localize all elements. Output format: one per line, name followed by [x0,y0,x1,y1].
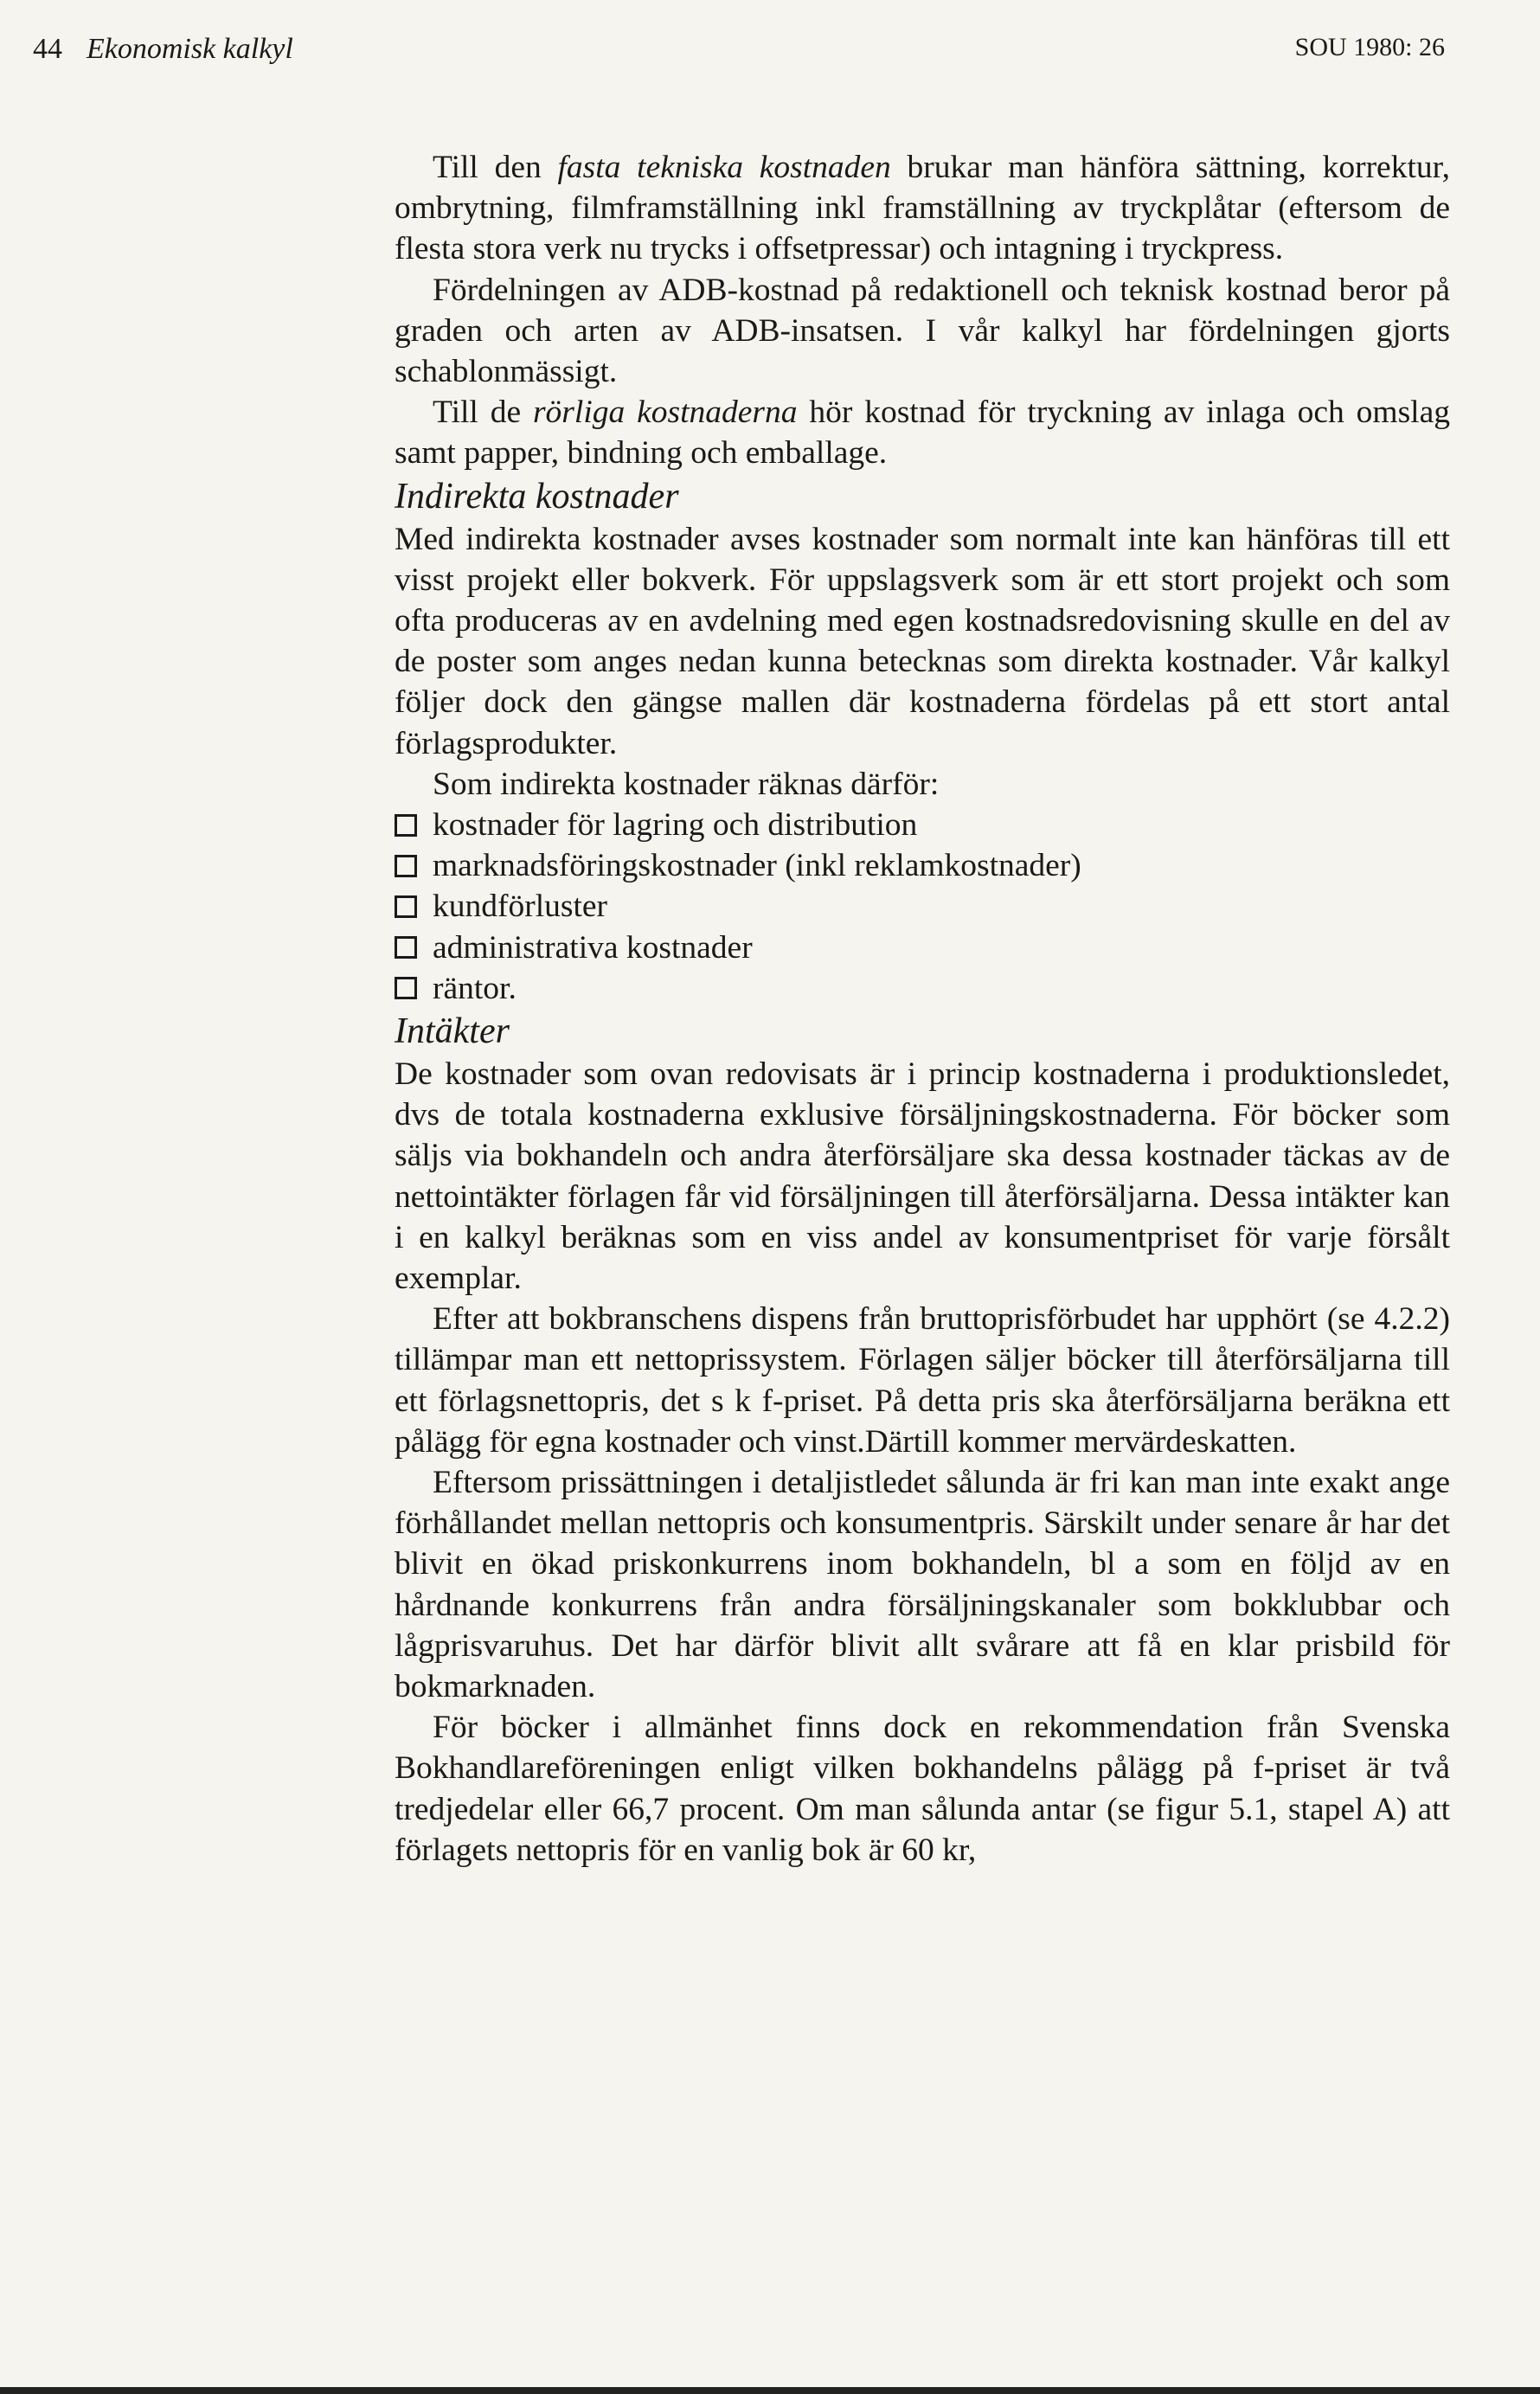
running-title: Ekonomisk kalkyl [87,33,293,65]
paragraph-variable-costs [395,392,1450,473]
paragraph-recommendation: För böcker i allmänhet finns dock en rekommendation från Svenska Bokhandlareföreningen enligt vilken bokhandelns pålägg på f-priset är två tredjedelar eller 66,7 procent. Om man sålunda antar (se figur 5.1, stapel A) att förlagets nettopris för en vanlig bok är 60 kr, [395,1710,1450,1868]
paragraph-list-intro: Som indirekta kostnader räknas därför: [433,766,940,802]
paragraph-indirect-definition: Med indirekta kostnader avses kostnader som normalt inte kan hänföras till ett visst projekt eller bokverk. För uppslagsverk som är ett stort projekt och som ofta produceras av en avdelning med egen kostnadsredovisning skulle en del av de poster som anges nedan kunna betecknas som direkta kostnader. Vår kalkyl följer dock den gängse mallen där kostnaderna fördelas på ett stort antal förlagsprodukter. [395,521,1450,761]
document-id: SOU 1980: 26 [1294,33,1445,61]
list-item-label: kundförluster [433,889,608,925]
list-item-label: administrativa kostnader [433,929,753,966]
list-item [395,927,1450,968]
checkbox-icon [395,977,417,999]
paragraph-fixed-technical-cost [395,147,1450,270]
paragraph-net-price-system: Efter att bokbranschens dispens från bruttoprisförbudet har upphört (se 4.2.2) tillämpar man ett nettoprissystem. Förlagen säljer böcker till återförsäljarna till ett förlagsnettopris, det s k f-priset. På detta pris ska återförsäljarna beräkna ett pålägg för egna kostnader och vinst.Därtill kommer mervärdeskatten. [395,1301,1450,1460]
paragraph-price-setting: Eftersom prissättningen i detaljistledet sålunda är fri kan man inte exakt ange förhållandet mellan nettopris och konsumentpris. Särskilt under senare år har det blivit en ökad priskonkurrens inom bokhandeln, bl a som en följd av en hårdnande konkurrens från andra försäljningskanaler som bokklubbar och lågprisvaruhus. Det har därför blivit allt svårare att få en klar prisbild för bokmarknaden. [395,1465,1450,1705]
text-run: Till de [433,395,533,431]
text-run: hör kostnad för tryckning av inlaga och omslag samt papper, bindning och emballage. [395,395,1450,472]
list-item [395,886,1450,927]
text-run: Till den [433,150,558,185]
checkbox-icon [395,814,417,837]
list-item-label: kostnader för lagring och distribution [433,807,918,844]
text-run: brukar man hänföra sättning, korrektur, ombrytning, filmframställning inkl framställning av tryckplåtar (eftersom de flesta stora verk nu trycks i offsetpressar) och intagning i tryckpress. [395,150,1450,267]
main-text-column [395,147,1450,1871]
scan-edge-divider [0,2387,1540,2394]
page-header [33,33,1445,76]
checkbox-icon [395,895,417,918]
paragraph-adb-cost: Fördelningen av ADB-kostnad på redaktionell och teknisk kostnad beror på graden och arten av ADB-insatsen. I vår kalkyl har fördelningen gjorts schablonmässigt. [395,272,1450,390]
header-left [33,33,293,66]
checkbox-icon [395,855,417,877]
list-item-label: marknadsföringskostnader (inkl reklamkostnader) [433,848,1081,884]
heading-indirect-costs: Indirekta kostnader [395,476,679,517]
list-item [395,845,1450,886]
heading-income: Intäkter [395,1011,510,1051]
list-item [395,805,1450,845]
indirect-cost-list [395,805,1450,1009]
page-number: 44 [33,33,62,65]
emphasis-fixed-technical-cost: fasta tekniska kostnaden [557,150,891,185]
list-item [395,968,1450,1009]
emphasis-variable-costs: rörliga kostnaderna [532,395,798,431]
checkbox-icon [395,936,417,959]
paragraph-production-costs: De kostnader som ovan redovisats är i princip kostnaderna i produktionsledet, dvs de totala kostnaderna exklusive försäljningskostnaderna. För böcker som säljs via bokhandeln och andra återförsäljare ska dessa kostnader täckas av de nettointäkter förlagen får vid försäljningen till återförsäljarna. Dessa intäkter kan i en kalkyl beräknas som en viss andel av konsumentpriset för varje försålt exemplar. [395,1056,1450,1296]
list-item-label: räntor. [433,970,517,1006]
